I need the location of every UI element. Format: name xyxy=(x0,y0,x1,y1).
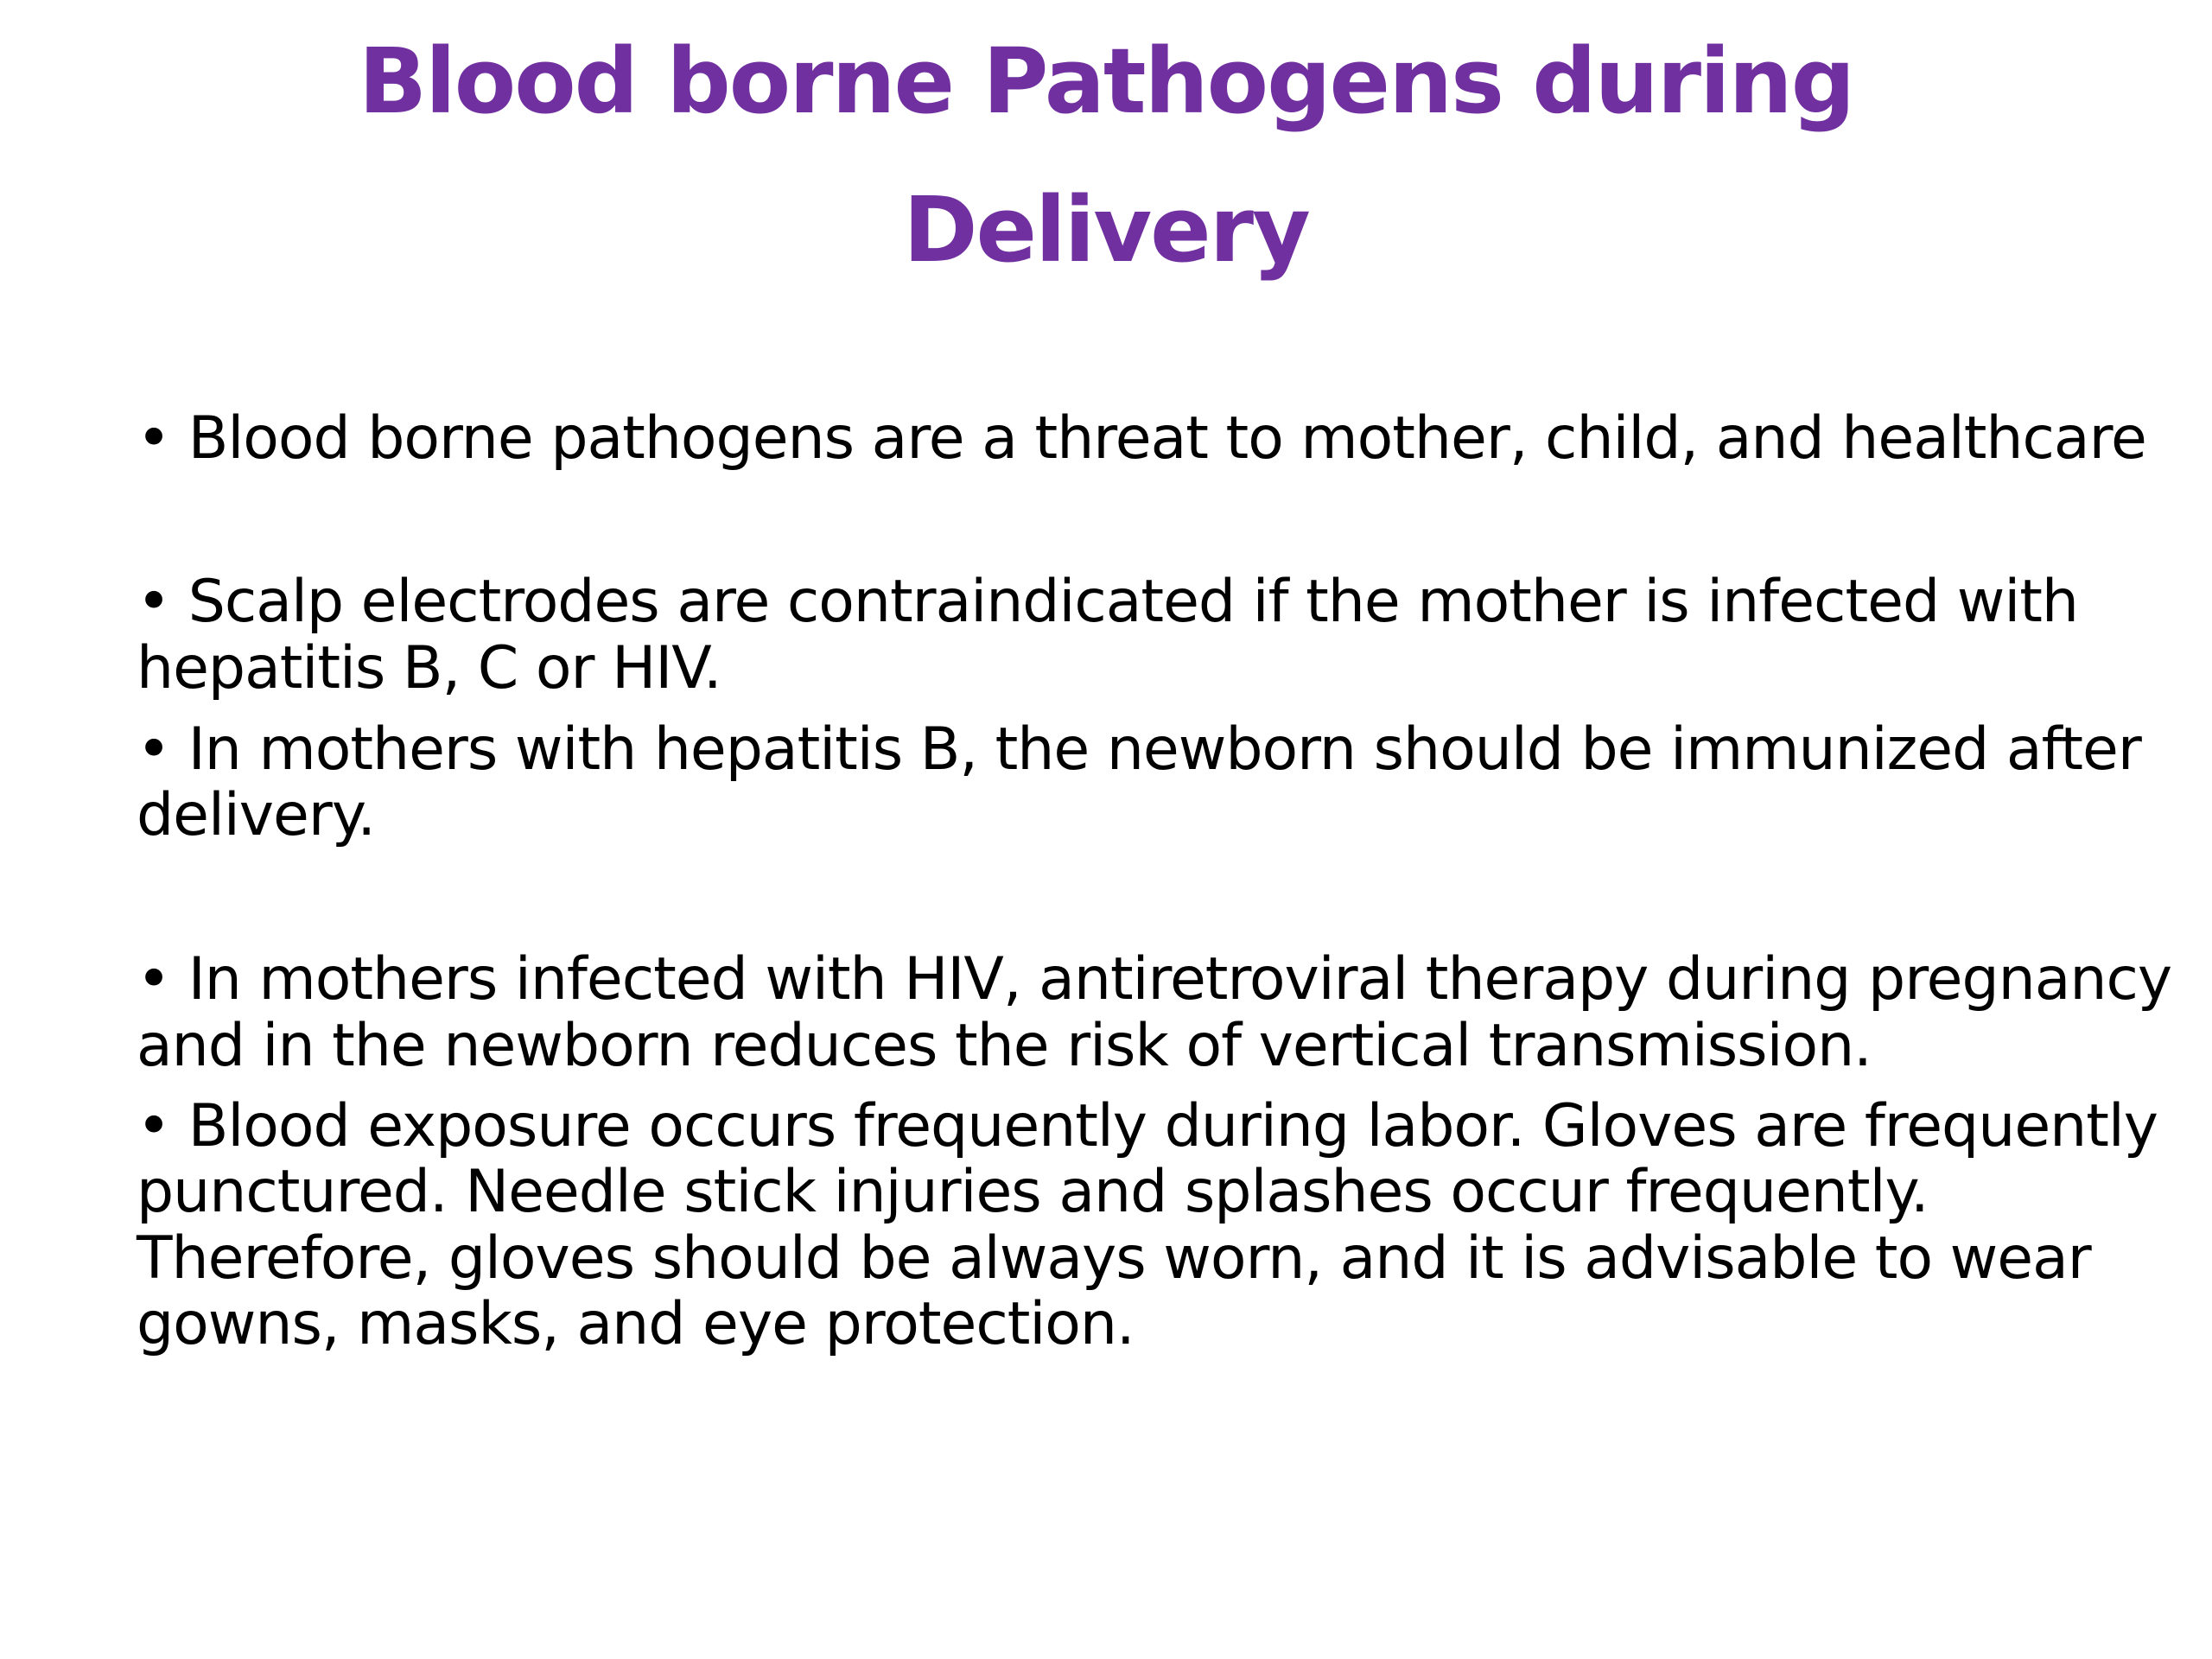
slide-title xyxy=(130,7,2082,304)
bullet-text-line: gowns, masks, and eye protection. xyxy=(137,1290,1135,1358)
bullet-text-line: Therefore, gloves should be always worn, and it is advisable to wear xyxy=(137,1224,2091,1293)
bullet-text-line: • Scalp electrodes are contraindicated if the mother is infected with xyxy=(137,568,2078,636)
bullet-text-line: hepatitis B, C or HIV. xyxy=(137,634,721,702)
bullet-text-line: • In mothers infected with HIV, antiretroviral therapy during pregnancy xyxy=(137,945,2172,1014)
bullet-text-line: • In mothers with hepatitis B, the newborn should be immunized after xyxy=(137,715,2141,784)
slide-title-line-2: Delivery xyxy=(903,177,1309,283)
bullet-text-line: delivery. xyxy=(137,781,375,849)
bullet-text-line: • Blood exposure occurs frequently during labor. Gloves are frequently xyxy=(137,1092,2158,1160)
slide-title-line-1: Blood borne Pathogens during xyxy=(358,29,1854,134)
bullet-text-line: and in the newborn reduces the risk of vertical transmission. xyxy=(137,1012,1872,1080)
bullet-text-line: • Blood borne pathogens are a threat to mother, child, and healthcare xyxy=(137,404,2146,473)
bullet-text-line: punctured. Needle stick injuries and splashes occur frequently. xyxy=(137,1158,1929,1226)
